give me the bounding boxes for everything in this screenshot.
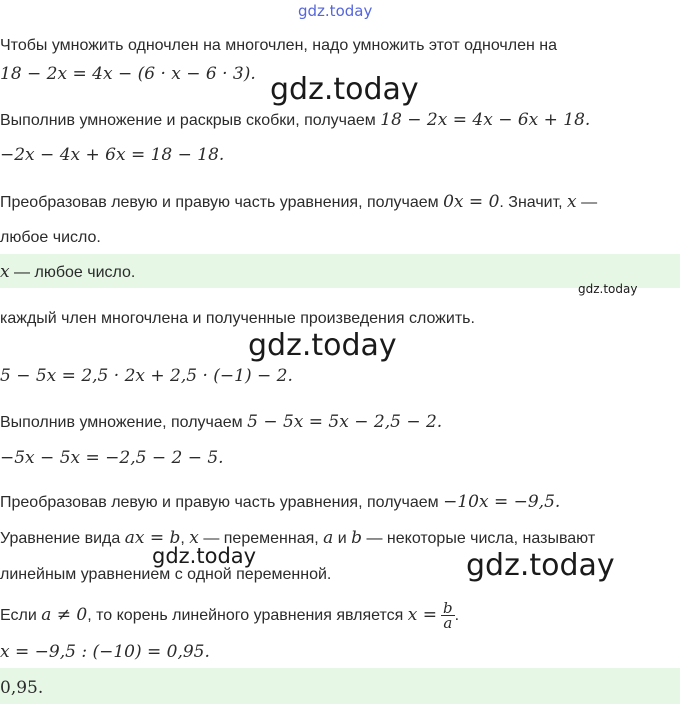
def-b: b xyxy=(351,528,363,548)
watermark-4: gdz.today xyxy=(152,544,257,568)
answer-1 xyxy=(0,262,135,283)
def-eq: ax = b xyxy=(124,528,181,548)
equation-4: −5x − 5x = −2,5 − 2 − 5. xyxy=(0,448,224,468)
step-1 xyxy=(0,110,590,131)
root-rule xyxy=(0,600,459,631)
def-a: a xyxy=(323,528,334,548)
watermark-5: gdz.today xyxy=(466,548,615,583)
step-2-text: Преобразовав левую и правую часть уравнения, получаем xyxy=(0,194,444,211)
answer-1-var: x xyxy=(0,262,10,282)
root-cond: a ≠ 0 xyxy=(41,605,88,625)
watermark-2: gdz.today xyxy=(578,282,638,296)
root-text-b: , то корень линейного уравнения является xyxy=(87,607,408,624)
def-text-e: — некоторые числа, называют xyxy=(362,530,596,547)
step-3 xyxy=(0,412,442,433)
equation-1: 18 − 2x = 4x − (6 · x − 6 · 3). xyxy=(0,64,256,84)
step-2-tail: . Значит, xyxy=(499,194,568,211)
root-fraction-num: b xyxy=(443,599,453,618)
watermark-1: gdz.today xyxy=(270,72,419,107)
step-4-math: −10x = −9,5. xyxy=(443,492,561,512)
answer-2: 0,95. xyxy=(0,678,44,698)
watermark-3: gdz.today xyxy=(248,328,397,363)
equation-3: 5 − 5x = 2,5 · 2x + 2,5 · (−1) − 2. xyxy=(0,366,293,386)
step-3-text: Выполнив умножение, получаем xyxy=(0,414,248,431)
step-2-line2: любое число. xyxy=(0,229,101,246)
answer-band-2 xyxy=(0,668,680,704)
calculation: x = −9,5 : (−10) = 0,95. xyxy=(0,642,210,662)
intro-text: Чтобы умножить одночлен на многочлен, надо умножить этот одночлен на xyxy=(0,37,557,54)
answer-1-text: — любое число. xyxy=(9,264,136,281)
def-x: x xyxy=(189,528,199,548)
def-text-a: Уравнение вида xyxy=(0,530,125,547)
step-4-text: Преобразовав левую и правую часть уравнения, получаем xyxy=(0,494,444,511)
definition-line2: линейным уравнением с одной переменной. xyxy=(0,566,332,583)
step-2-var: x xyxy=(567,192,577,212)
step-1-text: Выполнив умножение и раскрыв скобки, получаем xyxy=(0,112,381,129)
root-dot: . xyxy=(454,607,460,624)
def-text-d: и xyxy=(333,530,352,547)
root-x: x = xyxy=(407,605,438,625)
root-fraction-den: a xyxy=(443,614,453,633)
equation-2: −2x − 4x + 6x = 18 − 18. xyxy=(0,145,225,165)
step-4 xyxy=(0,492,560,513)
definition xyxy=(0,528,595,549)
step-3-math: 5 − 5x = 5x − 2,5 − 2. xyxy=(247,412,443,432)
root-text-a: Если xyxy=(0,607,42,624)
step-2-math: 0x = 0 xyxy=(443,192,500,212)
step-1-math: 18 − 2x = 4x − 6x + 18. xyxy=(380,110,591,130)
step-2-dash: — xyxy=(576,194,598,211)
step-2 xyxy=(0,192,597,213)
root-fraction xyxy=(441,599,455,633)
intro-2-cont: каждый член многочлена и полученные произведения сложить. xyxy=(0,310,475,327)
watermark-top: gdz.today xyxy=(298,2,373,20)
def-text-b: , xyxy=(180,530,190,547)
def-text-c: — переменная, xyxy=(198,530,324,547)
